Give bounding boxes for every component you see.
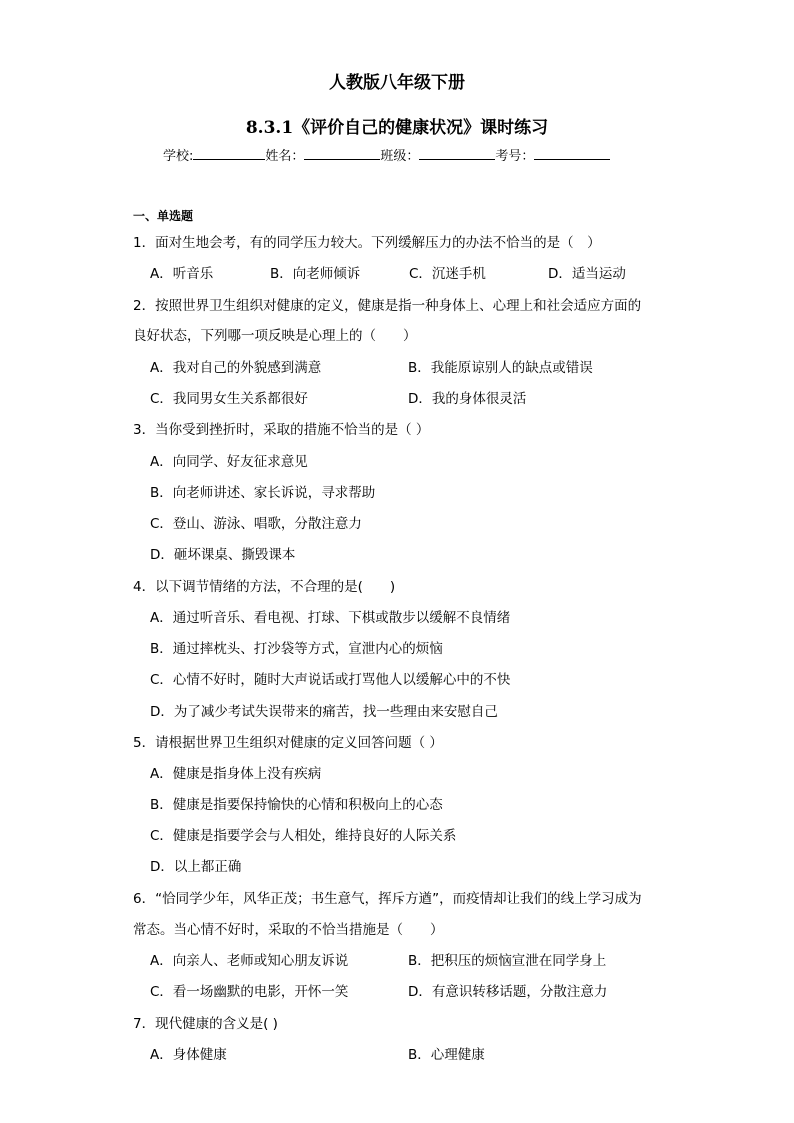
question-4-text: 4．以下调节情绪的方法，不合理的是( ) (133, 579, 396, 595)
question-3-option-a: A．向同学、好友征求意见 (150, 454, 308, 470)
document-subtitle: 8.3.1《评价自己的健康状况》课时练习 (245, 118, 549, 138)
question-6-option-b: B．把积压的烦恼宣泄在同学身上 (408, 953, 607, 969)
school-blank (193, 147, 265, 160)
question-6-option-c: C．看一场幽默的电影，开怀一笑 (150, 984, 349, 1000)
question-6-option-d: D．有意识转移话题，分散注意力 (408, 984, 608, 1000)
question-6-text-line-1: 6．“恰同学少年，风华正茂；书生意气，挥斥方遒”，而疫情却让我们的线上学习成为 (133, 891, 642, 907)
number-label: 考号： (495, 149, 535, 164)
question-4-option-d: D．为了减少考试失误带来的痛苦，找一些理由来安慰自己 (150, 704, 498, 720)
question-3-option-d: D．砸坏课桌、撕毁课本 (150, 547, 296, 563)
section-title: 一、单选题 (133, 209, 194, 223)
question-7-text: 7．现代健康的含义是( ) (133, 1016, 278, 1032)
name-blank (304, 147, 380, 160)
question-1-text: 1．面对生地会考，有的同学压力较大。下列缓解压力的办法不恰当的是（ ） (133, 235, 601, 251)
question-2-option-c: C．我同男女生关系都很好 (150, 391, 308, 407)
name-label: 姓名： (265, 149, 305, 164)
school-label: 学校: (163, 149, 194, 164)
question-5-option-c: C．健康是指要学会与人相处，维持良好的人际关系 (150, 828, 457, 844)
question-2-option-b: B．我能原谅别人的缺点或错误 (408, 360, 593, 376)
question-7-option-a: A．身体健康 (150, 1047, 227, 1063)
question-5-option-a: A．健康是指身体上没有疾病 (150, 766, 322, 782)
question-5-option-b: B．健康是指要保持愉快的心情和积极向上的心态 (150, 797, 443, 813)
question-1-option-d: D．适当运动 (548, 266, 626, 282)
question-3-text: 3．当你受到挫折时，采取的措施不恰当的是（ ） (133, 422, 430, 438)
question-6-text-line-2: 常态。当心情不好时，采取的不恰当措施是（ ） (133, 922, 444, 938)
student-info-line (163, 145, 610, 164)
question-2-text-line-1: 2．按照世界卫生组织对健康的定义，健康是指一种身体上、心理上和社会适应方面的 (133, 298, 642, 314)
question-1-option-c: C．沉迷手机 (409, 266, 486, 282)
question-3-option-b: B．向老师讲述、家长诉说，寻求帮助 (150, 485, 376, 501)
question-4-option-b: B．通过摔枕头、打沙袋等方式，宣泄内心的烦恼 (150, 641, 443, 657)
question-1-option-a: A．听音乐 (150, 266, 214, 282)
number-blank (534, 147, 610, 160)
class-blank (419, 147, 495, 160)
question-2-option-d: D．我的身体很灵活 (408, 391, 527, 407)
question-6-option-a: A．向亲人、老师或知心朋友诉说 (150, 953, 349, 969)
question-3-option-c: C．登山、游泳、唱歌，分散注意力 (150, 516, 362, 532)
question-1-option-b: B．向老师倾诉 (270, 266, 361, 282)
question-5-option-d: D．以上都正确 (150, 859, 242, 875)
question-2-option-a: A．我对自己的外貌感到满意 (150, 360, 322, 376)
question-4-option-a: A．通过听音乐、看电视、打球、下棋或散步以缓解不良情绪 (150, 610, 511, 626)
question-2-text-line-2: 良好状态，下列哪一项反映是心理上的（ ） (133, 328, 417, 344)
question-7-option-b: B．心理健康 (408, 1047, 485, 1063)
class-label: 班级： (380, 149, 420, 164)
question-4-option-c: C．心情不好时，随时大声说话或打骂他人以缓解心中的不快 (150, 672, 511, 688)
document-title: 人教版八年级下册 (329, 73, 465, 93)
question-5-text: 5．请根据世界卫生组织对健康的定义回答问题（ ） (133, 735, 443, 751)
